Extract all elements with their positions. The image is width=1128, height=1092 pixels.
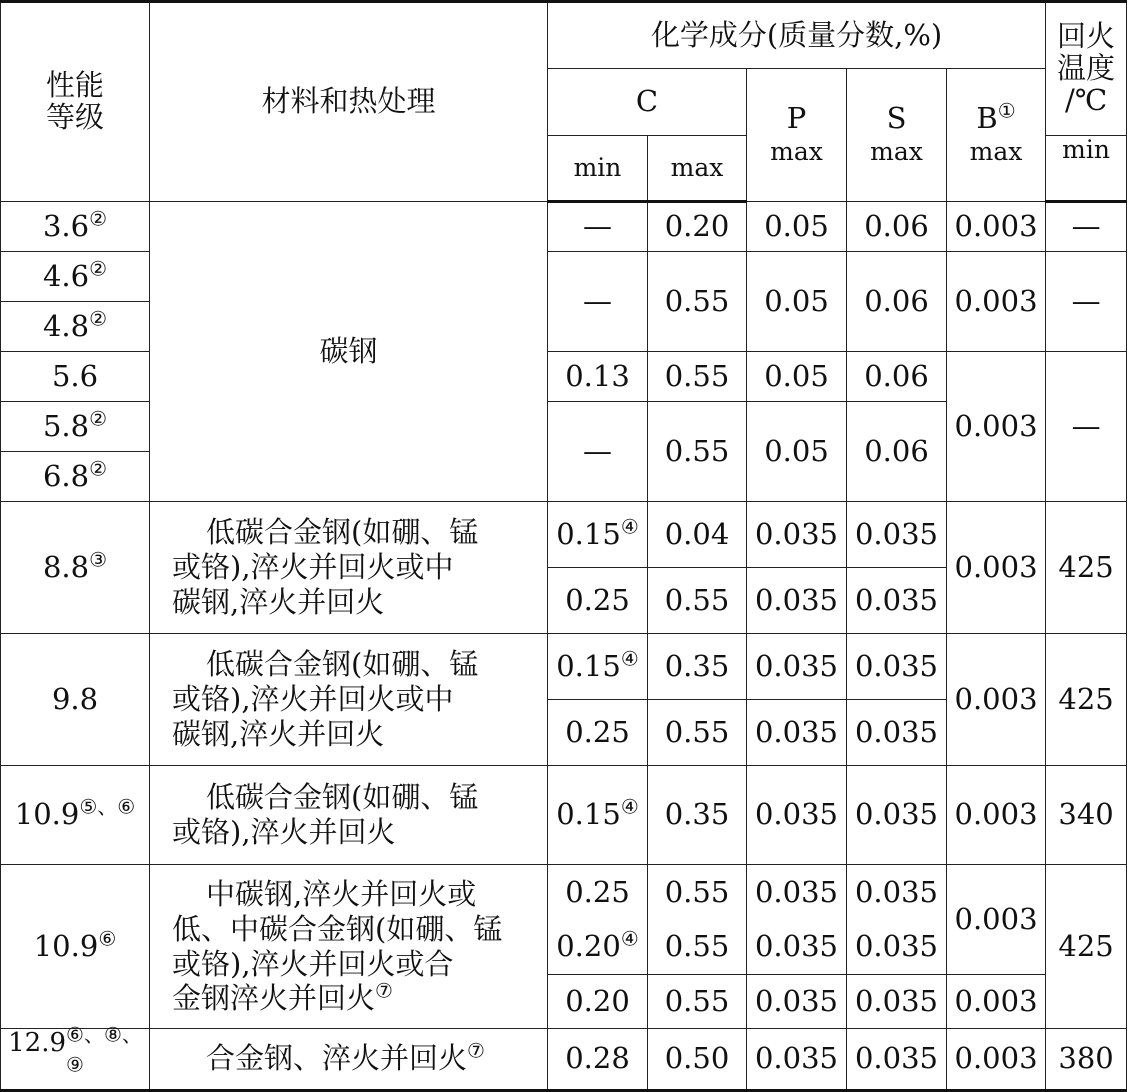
p-cell: 0.035	[747, 634, 847, 700]
c-min-cell: —	[548, 402, 648, 502]
temp-cell: 380	[1046, 1029, 1127, 1091]
c-min-cell: —	[548, 252, 648, 352]
b-cell: 0.003	[947, 352, 1046, 502]
c-max-cell: 0.55	[648, 865, 747, 920]
grade-cell: 4.8②	[1, 302, 150, 352]
material-cell: 中碳钢,淬火并回火或 低、中碳合金钢(如硼、锰 或铬),淬火并回火或合 金钢淬火并回火⑦	[150, 865, 548, 1029]
s-cell: 0.035	[847, 920, 947, 975]
header-p: P max	[747, 69, 847, 202]
c-max-cell: 0.55	[648, 920, 747, 975]
c-min-cell: 0.20	[548, 975, 648, 1029]
table-row	[1, 502, 1127, 568]
header-temp-min: min	[1046, 136, 1127, 202]
grade-cell: 5.6	[1, 352, 150, 402]
header-c: C	[548, 69, 747, 136]
c-min-cell: 0.15④	[548, 766, 648, 865]
c-max-cell: 0.55	[648, 975, 747, 1029]
header-c-max: max	[648, 136, 747, 202]
c-min-cell: 0.13	[548, 352, 648, 402]
material-cell: 合金钢、淬火并回火⑦	[150, 1029, 548, 1091]
p-cell: 0.05	[747, 352, 847, 402]
c-max-cell: 0.50	[648, 1029, 747, 1091]
s-cell: 0.06	[847, 202, 947, 252]
p-cell: 0.035	[747, 865, 847, 920]
material-cell: 碳钢	[150, 202, 548, 502]
table-row	[1, 865, 1127, 920]
c-min-cell: 0.15④	[548, 634, 648, 700]
c-max-cell: 0.55	[648, 402, 747, 502]
temp-cell: 425	[1046, 865, 1127, 1029]
c-min-cell: 0.25	[548, 568, 648, 634]
s-cell: 0.06	[847, 352, 947, 402]
s-cell: 0.035	[847, 634, 947, 700]
p-cell: 0.05	[747, 202, 847, 252]
c-min-cell: —	[548, 202, 648, 252]
c-max-cell: 0.55	[648, 700, 747, 766]
header-grade: 性能 等级	[1, 2, 150, 202]
c-min-cell: 0.25	[548, 700, 648, 766]
b-cell: 0.003	[947, 502, 1046, 634]
temp-cell: 425	[1046, 502, 1127, 634]
s-cell: 0.035	[847, 1029, 947, 1091]
material-cell: 低碳合金钢(如硼、锰 或铬),淬火并回火	[150, 766, 548, 865]
temp-cell: 340	[1046, 766, 1127, 865]
temp-cell: 425	[1046, 634, 1127, 766]
table-row	[1, 634, 1127, 700]
c-max-cell: 0.20	[648, 202, 747, 252]
c-max-cell: 0.55	[648, 568, 747, 634]
p-cell: 0.035	[747, 502, 847, 568]
s-cell: 0.035	[847, 766, 947, 865]
c-max-cell: 0.35	[648, 766, 747, 865]
c-max-cell: 0.35	[648, 634, 747, 700]
temp-cell: —	[1046, 252, 1127, 352]
b-cell: 0.003	[947, 1029, 1046, 1091]
b-cell: 0.003	[947, 766, 1046, 865]
c-min-cell: 0.25	[548, 865, 648, 920]
p-cell: 0.05	[747, 252, 847, 352]
s-cell: 0.035	[847, 865, 947, 920]
c-max-cell: 0.04	[648, 502, 747, 568]
grade-cell: 9.8	[1, 634, 150, 766]
grade-cell: 4.6②	[1, 252, 150, 302]
c-max-cell: 0.55	[648, 252, 747, 352]
b-cell: 0.003	[947, 634, 1046, 766]
footnote-mark: ①	[997, 98, 1016, 123]
header-chem: 化学成分(质量分数,%)	[548, 2, 1046, 69]
b-cell: 0.003	[947, 202, 1046, 252]
grade-cell: 6.8②	[1, 452, 150, 502]
p-cell: 0.035	[747, 1029, 847, 1091]
header-b: B① max	[947, 69, 1046, 202]
s-cell: 0.035	[847, 568, 947, 634]
s-cell: 0.035	[847, 502, 947, 568]
header-c-min: min	[548, 136, 648, 202]
header-material: 材料和热处理	[150, 2, 548, 202]
s-cell: 0.035	[847, 975, 947, 1029]
s-cell: 0.035	[847, 700, 947, 766]
p-cell: 0.035	[747, 568, 847, 634]
grade-cell: 10.9⑥	[1, 865, 150, 1029]
grade-cell: 8.8③	[1, 502, 150, 634]
grade-cell: 10.9⑤、⑥	[1, 766, 150, 865]
s-cell: 0.06	[847, 402, 947, 502]
p-cell: 0.035	[747, 975, 847, 1029]
p-cell: 0.035	[747, 920, 847, 975]
grade-cell: 12.9⑥、⑧、⑨	[1, 1029, 150, 1091]
temp-cell: —	[1046, 352, 1127, 502]
material-cell: 低碳合金钢(如硼、锰 或铬),淬火并回火或中 碳钢,淬火并回火	[150, 502, 548, 634]
c-max-cell: 0.55	[648, 352, 747, 402]
grade-cell: 5.8②	[1, 402, 150, 452]
c-min-cell: 0.28	[548, 1029, 648, 1091]
grade-cell: 3.6②	[1, 202, 150, 252]
p-cell: 0.035	[747, 700, 847, 766]
p-cell: 0.05	[747, 402, 847, 502]
c-min-cell: 0.15④	[548, 502, 648, 568]
s-cell: 0.06	[847, 252, 947, 352]
p-cell: 0.035	[747, 766, 847, 865]
table-row	[1, 1029, 1127, 1091]
temp-cell: —	[1046, 202, 1127, 252]
header-temp: 回火 温度 /℃	[1046, 2, 1127, 136]
header-s: S max	[847, 69, 947, 202]
c-min-cell: 0.20④	[548, 920, 648, 975]
table-row	[1, 202, 1127, 252]
b-cell: 0.003	[947, 252, 1046, 352]
table-row	[1, 766, 1127, 865]
b-cell: 0.003	[947, 865, 1046, 975]
b-cell: 0.003	[947, 975, 1046, 1029]
material-cell: 低碳合金钢(如硼、锰 或铬),淬火并回火或中 碳钢,淬火并回火	[150, 634, 548, 766]
